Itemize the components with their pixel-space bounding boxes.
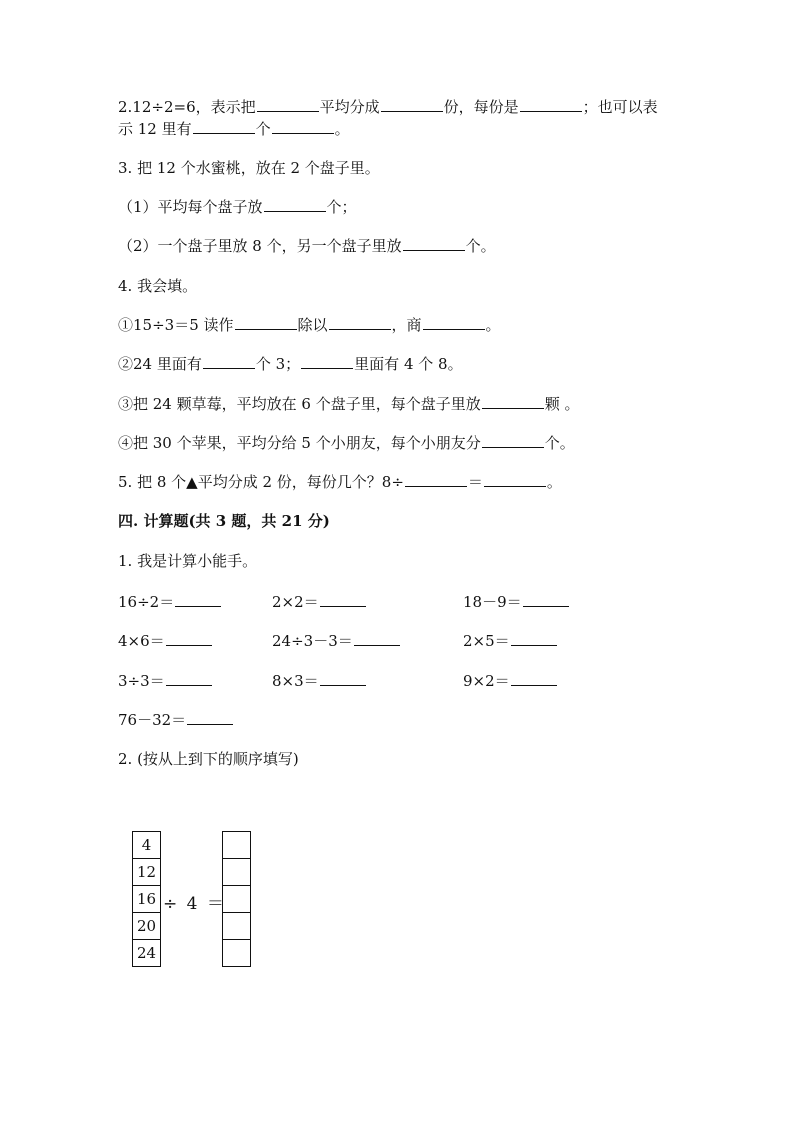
dividend-cell: 20: [132, 913, 161, 940]
q5-line: [118, 472, 562, 492]
q3-sub2-text: （2）一个盘子里放 8 个，另一个盘子里放: [118, 237, 402, 255]
calc-item: [272, 592, 367, 612]
calc-item: [118, 631, 213, 651]
q2-line1: [118, 97, 658, 117]
calc-expression: 24÷3－3＝: [272, 632, 353, 650]
dividend-cell: 4: [132, 831, 161, 859]
q4-item2-text: ②24 里面有: [118, 355, 202, 373]
answer-blank[interactable]: [320, 592, 366, 607]
answer-blank[interactable]: [403, 236, 465, 251]
q4-item2: [118, 354, 463, 374]
q4-item1-text2: 除以: [297, 316, 328, 334]
calc-item: [272, 671, 367, 691]
calc-item: [463, 671, 558, 691]
answer-blank[interactable]: [175, 592, 221, 607]
calc-expression: 8×3＝: [272, 672, 319, 690]
answer-blank[interactable]: [272, 119, 334, 134]
q4-item1-text3: ，商: [391, 316, 422, 334]
calc-item: [272, 631, 401, 651]
q4-item4-suffix: 个。: [544, 434, 575, 452]
answer-box[interactable]: [222, 859, 251, 886]
dividend-cell: 12: [132, 859, 161, 886]
q5-equals: ＝: [467, 473, 483, 491]
q3-sub2: [118, 236, 496, 256]
answer-blank[interactable]: [166, 631, 212, 646]
calc-expression: 9×2＝: [463, 672, 510, 690]
q2-text-e: 示 12 里有: [118, 120, 192, 138]
answer-blank[interactable]: [423, 315, 485, 330]
answer-blank[interactable]: [203, 354, 255, 369]
answer-blank[interactable]: [193, 119, 255, 134]
answer-blank[interactable]: [329, 315, 391, 330]
calc-expression: 3÷3＝: [118, 672, 165, 690]
section-heading: 四. 计算题(共 3 题，共 21 分): [118, 512, 330, 530]
q4-item3-text: ③把 24 颗草莓，平均放在 6 个盘子里，每个盘子里放: [118, 395, 481, 413]
answer-blank[interactable]: [523, 592, 569, 607]
answer-blank[interactable]: [405, 472, 467, 487]
answer-blank[interactable]: [354, 631, 400, 646]
q4-item3: [118, 394, 580, 414]
q4-item1-text4: 。: [485, 316, 501, 334]
answer-box[interactable]: [222, 913, 251, 940]
answer-blank[interactable]: [320, 671, 366, 686]
calc-item: [463, 592, 570, 612]
dividend-column: [132, 831, 160, 967]
calc-expression: 2×2＝: [272, 593, 319, 611]
calc-item: [118, 710, 234, 730]
answer-column: [222, 831, 250, 967]
answer-blank[interactable]: [301, 354, 353, 369]
answer-blank[interactable]: [381, 97, 443, 112]
answer-blank[interactable]: [257, 97, 319, 112]
q3-sub2-suffix: 个。: [465, 237, 496, 255]
q4-item2-text3: 里面有 4 个 8。: [354, 355, 463, 373]
q2-text-g: 。: [334, 120, 350, 138]
answer-box[interactable]: [222, 886, 251, 913]
q4-item4-text: ④把 30 个苹果，平均分给 5 个小朋友，每个小朋友分: [118, 434, 481, 452]
q2-text-d: ；也可以表: [582, 98, 658, 116]
calc-item: [463, 631, 558, 651]
q3-sub1-text: （1）平均每个盘子放: [118, 198, 263, 216]
q2-text-b: 平均分成: [319, 98, 380, 116]
dividend-cell: 24: [132, 940, 161, 967]
dividend-cell: 16: [132, 886, 161, 913]
q4-title: 4. 我会填。: [118, 277, 198, 295]
q5-end: 。: [546, 473, 562, 491]
q2-text-c: 份，每份是: [443, 98, 519, 116]
answer-blank[interactable]: [511, 631, 557, 646]
answer-box[interactable]: [222, 831, 251, 859]
answer-blank[interactable]: [484, 472, 546, 487]
answer-box[interactable]: [222, 940, 251, 967]
answer-blank[interactable]: [166, 671, 212, 686]
calc-expression: 18－9＝: [463, 593, 522, 611]
q2-text-f: 个: [255, 120, 271, 138]
calc-item: [118, 671, 213, 691]
answer-blank[interactable]: [520, 97, 582, 112]
calc1-title: 1. 我是计算小能手。: [118, 552, 258, 570]
calc-expression: 2×5＝: [463, 632, 510, 650]
q4-item3-suffix: 颗 。: [544, 395, 580, 413]
answer-blank[interactable]: [511, 671, 557, 686]
q3-sub1: [118, 197, 357, 217]
calc-expression: 4×6＝: [118, 632, 165, 650]
q4-item2-text2: 个 3；: [255, 355, 301, 373]
answer-blank[interactable]: [264, 197, 326, 212]
answer-blank[interactable]: [482, 433, 544, 448]
calc-expression: 76－32＝: [118, 711, 187, 729]
calc2-title: 2. (按从上到下的顺序填写): [118, 750, 299, 768]
q2-line2: [118, 119, 350, 139]
calc-expression: 16÷2＝: [118, 593, 175, 611]
q5-text: 5. 把 8 个▲平均分成 2 份，每份几个？8÷: [118, 473, 404, 491]
division-operator: ÷ 4 ＝: [163, 894, 226, 914]
answer-blank[interactable]: [235, 315, 297, 330]
q4-item1: [118, 315, 501, 335]
q2-text-a: 2.12÷2=6，表示把: [118, 98, 256, 116]
calc-item: [118, 592, 222, 612]
q4-item4: [118, 433, 575, 453]
q4-item1-text: ①15÷3＝5 读作: [118, 316, 234, 334]
q3-title: 3. 把 12 个水蜜桃，放在 2 个盘子里。: [118, 159, 380, 177]
answer-blank[interactable]: [187, 710, 233, 725]
answer-blank[interactable]: [482, 394, 544, 409]
q3-sub1-suffix: 个；: [326, 198, 357, 216]
